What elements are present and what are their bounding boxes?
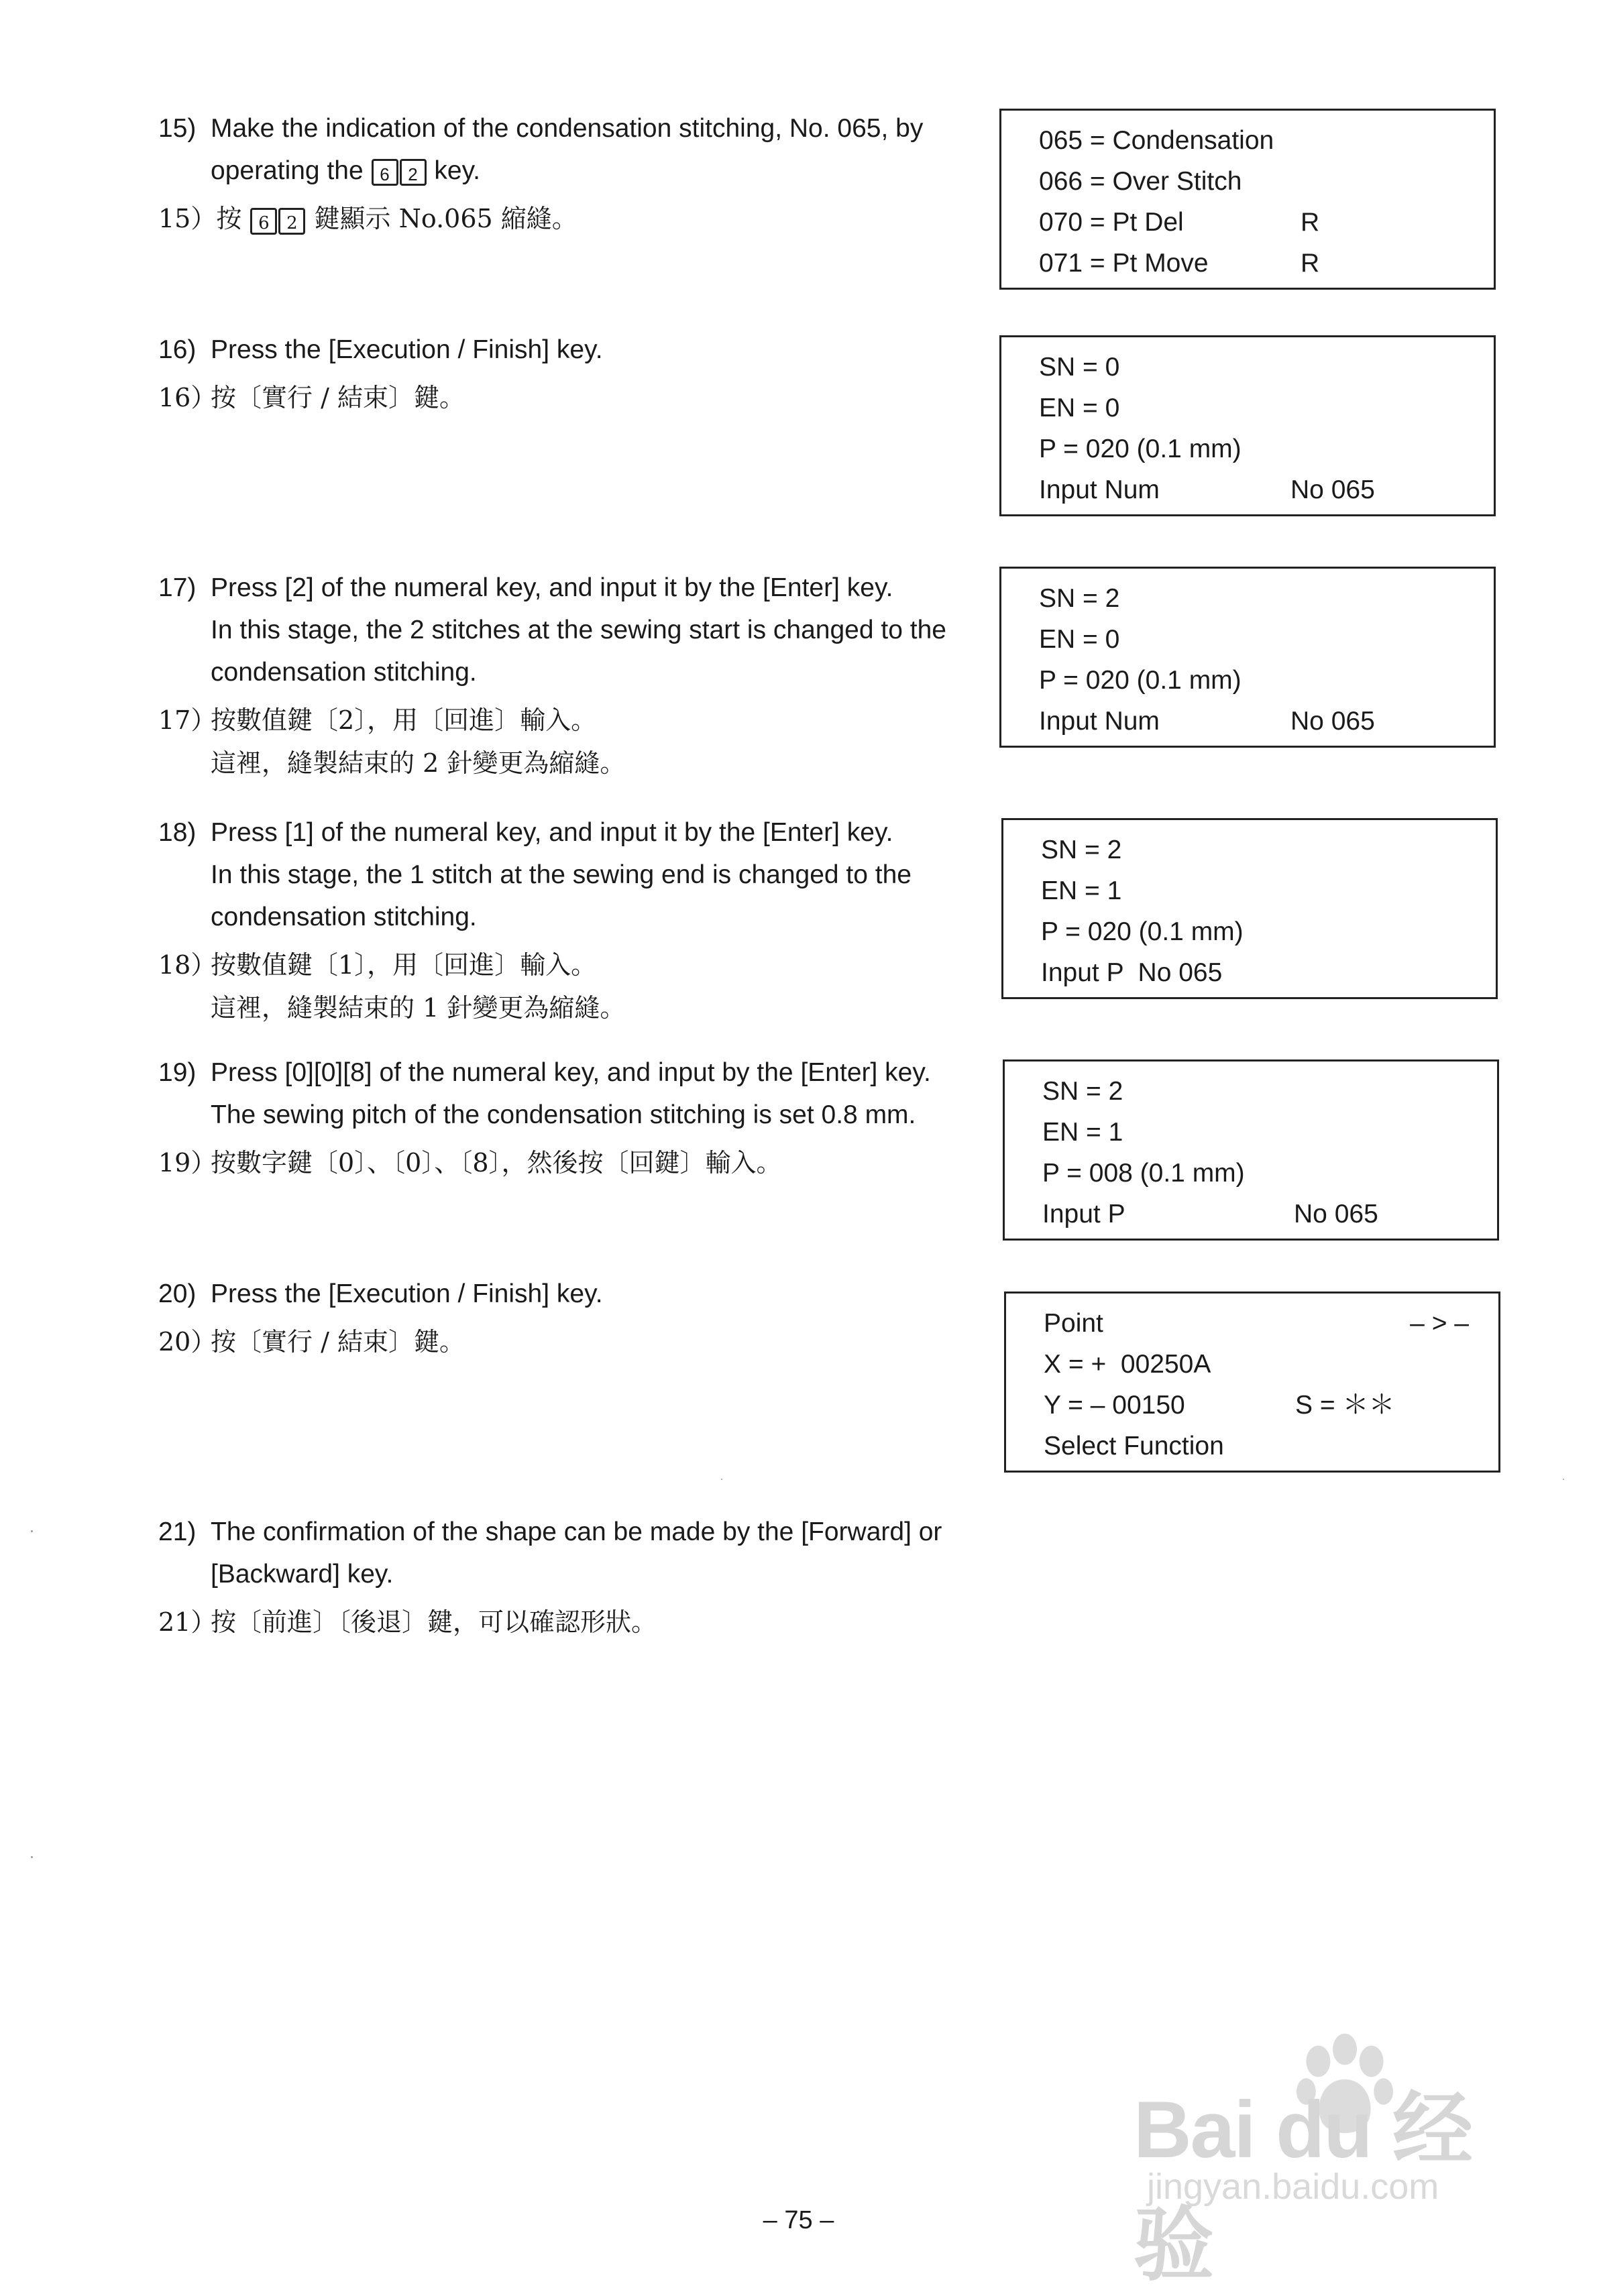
step-number-zh: 16） [158,383,217,412]
lcd-row [1039,202,1494,243]
step-21 [158,1511,983,1644]
step-line: Press [1] of the numeral key, and input it by the [Enter] key. [211,818,893,847]
step-17 [158,567,983,785]
step-18 [158,811,983,1029]
lcd-row [1039,388,1494,428]
step-line: 按〔實行 / 結束〕鍵。 [211,1327,465,1357]
step-line: Press [0][0][8] of the numeral key, and input by the [Enter] key. [211,1058,931,1087]
lcd-value: – > – [1410,1309,1469,1338]
lcd-row [1041,870,1496,911]
scan-speck [31,1856,33,1858]
step-text-en [158,329,983,371]
lcd-text: Input P [1042,1200,1125,1228]
step-number-zh: 18） [158,950,217,980]
scan-speck [1563,1479,1564,1480]
step-text-zh [158,1601,983,1644]
step-19 [158,1051,983,1184]
step-text-en [158,107,983,192]
lcd-row [1042,1112,1497,1153]
lcd-text: 066 = Over Stitch [1039,167,1242,196]
step-line: Press the [Execution / Finish] key. [211,335,603,364]
step-number: 21) [158,1517,197,1546]
lcd-row [1039,428,1494,469]
lcd-text: EN = 0 [1039,394,1120,422]
lcd-text: 070 = Pt Del [1039,208,1184,237]
step-text-en [158,811,983,938]
step-number: 18) [158,818,197,847]
step-line: 按數字鍵〔0〕、〔0〕、〔8〕，然後按〔回鍵〕輸入。 [211,1148,782,1178]
step-line-text: operating the [211,156,364,185]
step-line: Press the [Execution / Finish] key. [211,1279,603,1308]
lcd-text: P = 020 (0.1 mm) [1039,435,1242,463]
page-number: – 75 – [763,2206,834,2234]
step-line: condensation stitching. [211,658,477,687]
baidu-watermark [1134,2025,1516,2290]
lcd-text: Input P No 065 [1041,958,1223,987]
step-line: 按數值鍵〔1〕，用〔回進〕輸入。 [211,950,597,980]
lcd-text: EN = 1 [1042,1118,1123,1147]
lcd-value: S = ＊＊ [1295,1391,1395,1420]
lcd-text: EN = 0 [1039,625,1120,654]
lcd-text: Input Num [1039,475,1160,504]
lcd-text: SN = 0 [1039,353,1120,382]
step-20 [158,1273,983,1363]
numeral-key-6-icon: 6 [372,159,398,186]
lcd-row [1039,161,1494,202]
step-line-text: 鍵顯示 No.065 縮縫。 [314,204,577,233]
lcd-row [1039,578,1494,619]
step-number: 19) [158,1058,197,1087]
step-text-zh [158,376,983,419]
lcd-text: 065 = Condensation [1039,126,1274,155]
step-number-zh: 21） [158,1607,217,1637]
step-line: 這裡，縫製結束的 2 針變更為縮縫。 [211,748,626,778]
lcd-row [1044,1426,1498,1467]
lcd-row [1039,120,1494,161]
step-number: 17) [158,573,197,602]
lcd-row [1039,619,1494,660]
lcd-text: Y = – 00150 [1044,1391,1185,1420]
step-line: [Backward] key. [211,1560,394,1589]
lcd-value: No 065 [1290,707,1375,736]
lcd-text: Point [1044,1309,1103,1338]
lcd-row [1044,1303,1498,1344]
step-line: In this stage, the 1 stitch at the sewing end is changed to the [211,860,912,889]
step-text-zh [158,699,983,785]
step-text-zh [158,1141,983,1184]
step-number-zh: 20） [158,1327,217,1357]
step-line: The confirmation of the shape can be made by the [Forward] or [211,1517,942,1546]
lcd-display-19 [1003,1059,1499,1241]
lcd-value: No 065 [1294,1200,1378,1228]
lcd-display-20 [1004,1292,1500,1473]
lcd-display-15 [999,109,1496,290]
step-line: The sewing pitch of the condensation stitching is set 0.8 mm. [211,1100,916,1129]
lcd-row [1042,1194,1497,1235]
scan-speck [721,1479,722,1480]
step-line-text: key. [434,156,481,185]
lcd-display-17 [999,567,1496,748]
step-line: 按〔前進〕〔後退〕鍵，可以確認形狀。 [211,1607,657,1637]
step-line [158,150,983,192]
step-line: Press [2] of the numeral key, and input it by the [Enter] key. [211,573,893,602]
lcd-row [1042,1153,1497,1194]
step-text-en [158,567,983,693]
step-line: condensation stitching. [211,903,477,931]
step-line: 按〔實行 / 結束〕鍵。 [211,383,465,412]
lcd-text: Select Function [1044,1432,1224,1460]
step-number: 20) [158,1279,197,1308]
step-number-zh: 17） [158,705,217,735]
step-line: Make the indication of the condensation stitching, No. 065, by [211,114,924,143]
step-line: In this stage, the 2 stitches at the sewing start is changed to the [211,616,946,644]
lcd-row [1039,660,1494,701]
step-line: 這裡，縫製結束的 1 針變更為縮縫。 [211,993,626,1023]
lcd-text: P = 020 (0.1 mm) [1039,666,1242,695]
numeral-key-6-icon: 6 [250,208,277,235]
lcd-row [1041,829,1496,870]
step-number: 16) [158,335,197,364]
step-number-zh: 19） [158,1148,217,1178]
lcd-text: X = + 00250A [1044,1350,1211,1379]
lcd-text: SN = 2 [1042,1077,1123,1106]
step-text-en [158,1273,983,1315]
step-text-en [158,1051,983,1136]
lcd-text: EN = 1 [1041,876,1122,905]
lcd-text: Input Num [1039,707,1160,736]
lcd-row [1044,1344,1498,1385]
lcd-row [1039,243,1494,284]
watermark-url: jingyan.baidu.com [1147,2167,1439,2207]
lcd-row [1039,469,1494,510]
lcd-row [1039,701,1494,742]
step-number-zh: 15）按 [158,204,242,233]
lcd-display-16 [999,335,1496,516]
scan-speck [31,1530,33,1532]
step-text-zh [158,197,983,240]
lcd-row [1041,952,1496,993]
lcd-text: SN = 2 [1041,836,1122,864]
lcd-row [1042,1071,1497,1112]
lcd-text: P = 020 (0.1 mm) [1041,917,1244,946]
lcd-row [1041,911,1496,952]
lcd-value: No 065 [1290,475,1375,504]
lcd-text: P = 008 (0.1 mm) [1042,1159,1245,1188]
numeral-key-2-icon: 2 [278,208,305,235]
lcd-row [1044,1385,1498,1426]
lcd-row [1039,347,1494,388]
step-15 [158,107,983,240]
step-text-en [158,1511,983,1595]
lcd-value: R [1301,249,1320,278]
lcd-text: SN = 2 [1039,584,1120,613]
step-line: 按數值鍵〔2〕，用〔回進〕輸入。 [211,705,597,735]
step-text-zh [158,943,983,1029]
lcd-value: R [1301,208,1320,237]
lcd-display-18 [1001,818,1498,999]
step-16 [158,329,983,419]
watermark-brand: Bai du 经验 [1134,2085,1472,2290]
step-text-zh [158,1320,983,1363]
numeral-key-2-icon: 2 [400,159,427,186]
step-number: 15) [158,114,197,143]
lcd-text: 071 = Pt Move [1039,249,1209,278]
